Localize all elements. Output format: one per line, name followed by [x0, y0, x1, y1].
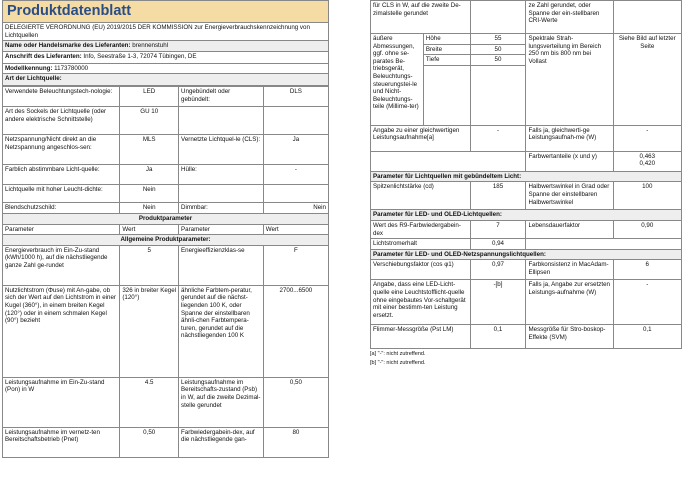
lumen-maint-label: Lichtstromerhalt — [371, 239, 471, 250]
mains-value: MLS — [120, 135, 179, 165]
supplier-name-label: Name oder Handelsmarke des Lieferanten: — [5, 42, 131, 50]
model-row — [3, 63, 329, 74]
depth-value: 50 — [470, 55, 526, 66]
beam-angle-value: 100 — [613, 182, 681, 210]
energy-value: 5 — [120, 245, 179, 285]
flux-label: Nutzlichtstrom (Φuse) mit An-gabe, ob sich der Wert auf den Lichtstrom in einer Kugel (360°), in einem breiten Kegel (120°) oder in einem schmalen Kegel (90°) bezieht — [3, 285, 120, 377]
right-page — [370, 0, 682, 367]
high-lum-value: Nein — [120, 185, 179, 203]
high-lum-blank — [179, 185, 264, 203]
beam-angle-label: Halbwertswinkel in Grad oder Spanne der einstellbaren Halbwertswinkel — [526, 182, 613, 210]
high-lum-label: Lichtquelle mit hoher Leucht-dichte: — [3, 185, 120, 203]
envelope-label: Hülle: — [179, 165, 264, 185]
replacement-value: -[b] — [470, 280, 526, 325]
chroma-value: 0,463 0,420 — [613, 151, 681, 171]
displacement-value: 0,97 — [470, 260, 526, 280]
col-header-value-2: Wert — [263, 224, 328, 235]
replacement-label: Angabe, dass eine LED-Licht-quelle eine Leuchtstofflicht-quelle ohne eingebautes Vor-schaltgerät mit einer bestimm-ten Leistung ersetzt. — [371, 280, 471, 325]
light-type-label: Art der Lichtquelle: — [3, 74, 329, 86]
survival-value: 0,90 — [613, 220, 681, 238]
led-mains-heading: Parameter für LED- und OLED-Netzspannungslichtquellen: — [371, 249, 682, 260]
spectrum-label: Spektrale Strah-lungsverteilung im Bereich 250 nm bis 800 nm bei Vollast — [526, 34, 613, 126]
general-params-heading: Allgemeine Produktparameter: — [3, 235, 329, 246]
r9-label: Wert des R9-Farbwiedergabein-dex — [371, 220, 471, 238]
stroboscopic-value: 0,1 — [613, 325, 681, 349]
peak-intensity-value: 185 — [470, 182, 526, 210]
r9-value: 7 — [470, 220, 526, 238]
flux-value: 326 in breiter Kegel (120°) — [120, 285, 179, 377]
width-value: 50 — [470, 44, 526, 55]
socket-blank-value — [263, 107, 328, 135]
header-table — [2, 22, 329, 86]
equiv-value: - — [470, 125, 526, 151]
socket-value: GU 10 — [120, 107, 179, 135]
cct-label: ähnliche Farbtem-peratur, gerundet auf die nächst-liegenden 100 K, oder Spanne der einstellbaren ähnli-chen Farbtempera-turen, gerundet auf die nächstliegenden 100 K — [179, 285, 264, 377]
supplier-address-label: Anschrift des Lieferanten: — [5, 52, 82, 60]
light-type-table — [2, 86, 329, 457]
flicker-value: 0,1 — [470, 325, 526, 349]
replacement-power-value: - — [613, 280, 681, 325]
flicker-label: Flimmer-Messgröße (Pst LM) — [371, 325, 471, 349]
led-heading: Parameter für LED- und OLED-Lichtquellen: — [371, 210, 682, 221]
color-consistency-label: Farbkonsistenz in MacAdam-Ellipsen — [526, 260, 613, 280]
cct-value: 2700...6500 — [263, 285, 328, 377]
tunable-label: Farblich abstimmbare Licht-quelle: — [3, 165, 120, 185]
supplier-name-row — [3, 41, 329, 52]
height-label: Höhe — [423, 34, 470, 45]
efficiency-class-value: F — [263, 245, 328, 285]
on-power-value: 4.5 — [120, 377, 179, 427]
spectrum-value: Siehe Bild auf letzter Seite — [613, 34, 681, 126]
model-label: Modellkennung: — [5, 64, 53, 72]
supplier-address-value: Info, Seestraße 1-3, 72074 Tübingen, DE — [83, 52, 197, 60]
cls-value: Ja — [263, 135, 328, 165]
directional-heading: Parameter für Lichtquellen mit gebündeltem Licht: — [371, 171, 682, 182]
dims-blank — [423, 65, 470, 125]
right-table — [370, 0, 682, 349]
dimmable-label: Dimmbar: — [179, 203, 264, 214]
cls-label: Vernetzte Lichtquel-le (CLS): — [179, 135, 264, 165]
cri-cont-value — [613, 1, 681, 34]
col-header-value: Wert — [120, 224, 179, 235]
net-standby-value: 0,50 — [120, 427, 179, 457]
depth-label: Tiefe — [423, 55, 470, 66]
tech-label: Verwendete Beleuchtungstech-nologie: — [3, 87, 120, 107]
chroma-blank — [371, 151, 526, 171]
socket-label: Art des Sockels der Lichtquelle (oder andere elektrische Schnittstelle) — [3, 107, 120, 135]
footnote-b: [b] "-": nicht zutreffend. — [370, 360, 426, 367]
dimensions-label: äußere Abmessungen, ggf. ohne se-parates Be-triebsgerät, Beleuchtungs-steuerungstei-le und Nicht-Beleuchtungs-teile (Millime-ter) — [371, 34, 424, 126]
standby-power-value: 0,50 — [263, 377, 328, 427]
high-lum-blank-value — [263, 185, 328, 203]
chroma-label: Farbwertanteile (x und y) — [526, 151, 613, 171]
color-consistency-value: 6 — [613, 260, 681, 280]
lumen-maint-value: 0,94 — [470, 239, 526, 250]
glare-label: Blendschutzschild: — [3, 203, 120, 214]
net-standby-cont: für CLS in W, auf die zweite De-zimalstelle gerundet — [371, 1, 471, 34]
cri-value: 80 — [263, 427, 328, 457]
page-title: Produktdatenblatt — [2, 0, 329, 22]
dimmable-value: Nein — [263, 203, 328, 214]
cri-label: Farbwiedergabein-dex, auf die nächstliegende gan- — [179, 427, 264, 457]
lumen-maint-blank — [526, 239, 682, 250]
envelope-value: - — [263, 165, 328, 185]
cri-cont: ze Zahl gerundet, oder Spanne der ein-stellbaren CRI-Werte — [526, 1, 613, 34]
stroboscopic-label: Messgröße für Stro-boskop-Effekte (SVM) — [526, 325, 613, 349]
equiv-label: Angabe zu einer gleichwertigen Leistungsaufnahme[a] — [371, 125, 471, 151]
bundled-value: DLS — [263, 87, 328, 107]
efficiency-class-label: Energieeffizienzklas-se — [179, 245, 264, 285]
tech-value: LED — [120, 87, 179, 107]
height-value: 55 — [470, 34, 526, 45]
net-standby-cont-value — [470, 1, 526, 34]
on-power-label: Leistungsaufnahme im Ein-Zu-stand (Pon) in W — [3, 377, 120, 427]
col-header-param-2: Parameter — [179, 224, 264, 235]
peak-intensity-label: Spitzenlichtstärke (cd) — [371, 182, 471, 210]
equiv-power-value: - — [613, 125, 681, 151]
product-params-heading: Produktparameter — [3, 213, 329, 224]
tunable-value: Ja — [120, 165, 179, 185]
displacement-label: Verschiebungsfaktor (cos φ1) — [371, 260, 471, 280]
supplier-name-value: brennenstuhl — [132, 42, 169, 50]
mains-label: Netzspannung/Nicht direkt an die Netzspannung angeschlos-sen: — [3, 135, 120, 165]
col-header-param: Parameter — [3, 224, 120, 235]
model-value: 1173780000 — [54, 64, 89, 72]
replacement-power-label: Falls ja, Angabe zur ersetzten Leistungs-aufnahme (W) — [526, 280, 613, 325]
footnote-a: [a] "-": nicht zutreffend. — [370, 351, 426, 358]
energy-label: Energieverbrauch im Ein-Zu-stand (kWh/1000 h), auf die nächstliegende ganze Zahl ge-rundet — [3, 245, 120, 285]
equiv-power-label: Falls ja, gleichwerti-ge Leistungsaufnah-me (W) — [526, 125, 613, 151]
standby-power-label: Leistungsaufnahme im Bereitschafts-zustand (Psb) in W, auf die zweite Dezimal-stelle gerundet — [179, 377, 264, 427]
net-standby-label: Leistungsaufnahme im vernetz-ten Bereitschaftsbetrieb (Pnet) — [3, 427, 120, 457]
glare-value: Nein — [120, 203, 179, 214]
dims-blank-value — [470, 65, 526, 125]
left-page — [2, 0, 329, 458]
regulation-text: DELEGIERTE VERORDNUNG (EU) 2019/2015 DER KOMMISSION zur Energieverbrauchskennzeichnung von Lichtquellen — [3, 23, 329, 41]
survival-label: Lebensdauerfaktor — [526, 220, 613, 238]
socket-blank — [179, 107, 264, 135]
supplier-address-row — [3, 51, 329, 63]
width-label: Breite — [423, 44, 470, 55]
bundled-label: Ungebündelt oder gebündelt: — [179, 87, 264, 107]
